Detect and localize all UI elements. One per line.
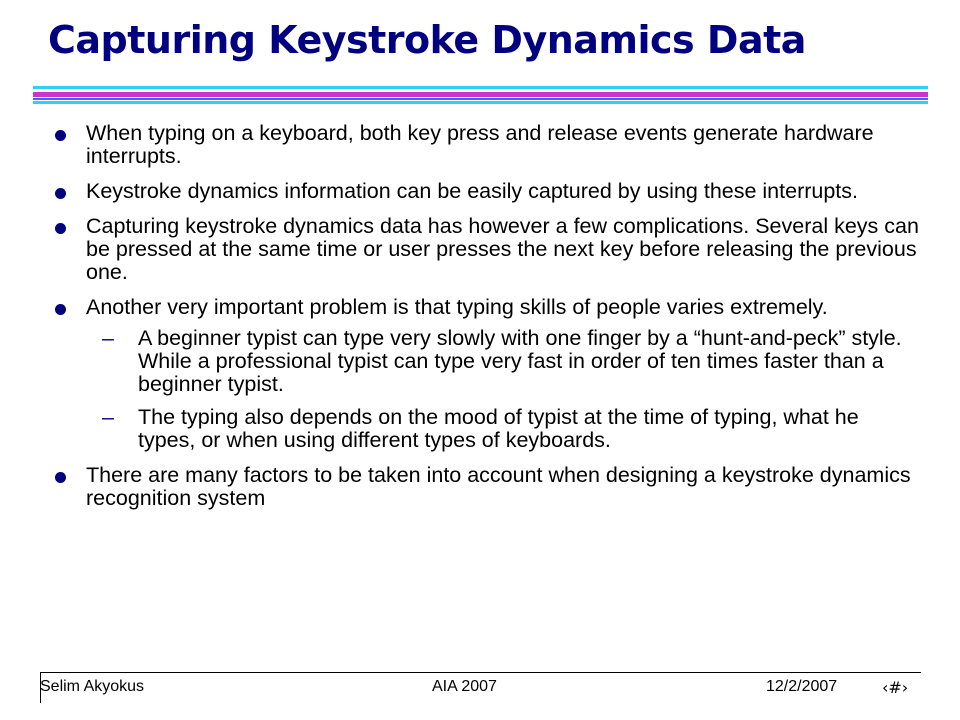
rule-cyan-top xyxy=(33,86,928,89)
bullet-item xyxy=(52,180,922,203)
footer-page-number: ‹#› xyxy=(882,678,909,697)
sub-bullet-dash: – xyxy=(102,405,114,429)
sub-bullet-text: The typing also depends on the mood of typist at the time of typing, what he types, or when using different types of keyboards. xyxy=(138,405,859,452)
bullet-item xyxy=(52,122,922,168)
bullet-item xyxy=(52,464,922,510)
rule-magenta xyxy=(33,92,928,97)
footer-author: Selim Akyokus xyxy=(40,678,145,695)
slide-body xyxy=(52,122,922,522)
sub-bullet-item xyxy=(52,327,922,396)
bullet-item xyxy=(52,215,922,284)
bullet-dot-icon xyxy=(55,304,66,315)
sub-bullet-item xyxy=(52,406,922,452)
bullet-text: Capturing keystroke dynamics data has however a few complications. Several keys can be pressed at the same time or user presses the next key before releasing the previous one. xyxy=(86,214,919,284)
title-underline-rules xyxy=(33,86,928,106)
bullet-item xyxy=(52,296,922,319)
footer-event: AIA 2007 xyxy=(432,678,497,695)
sub-bullet-dash: – xyxy=(102,326,114,350)
bullet-text: Keystroke dynamics information can be easily captured by using these interrupts. xyxy=(86,179,859,203)
sub-bullet-list xyxy=(52,327,922,452)
rule-blue xyxy=(33,98,928,100)
sub-bullet-text: A beginner typist can type very slowly with one finger by a “hunt-and-peck” style. While a professional typist can type very fast in order of ten times faster than a beginner typist. xyxy=(138,326,902,396)
footer xyxy=(40,678,920,702)
bullet-dot-icon xyxy=(55,130,66,141)
bullet-dot-icon xyxy=(55,472,66,483)
rule-cyan-bottom xyxy=(33,101,928,104)
bullet-dot-icon xyxy=(55,223,66,234)
bullet-dot-icon xyxy=(55,188,66,199)
bullet-text: There are many factors to be taken into account when designing a keystroke dynamics recognition system xyxy=(86,463,911,510)
bullet-text: Another very important problem is that typing skills of people varies extremely. xyxy=(86,295,828,319)
bullet-text: When typing on a keyboard, both key press and release events generate hardware interrupts. xyxy=(86,121,874,168)
slide-title: Capturing Keystroke Dynamics Data xyxy=(48,18,806,62)
footer-date: 12/2/2007 xyxy=(766,678,838,695)
